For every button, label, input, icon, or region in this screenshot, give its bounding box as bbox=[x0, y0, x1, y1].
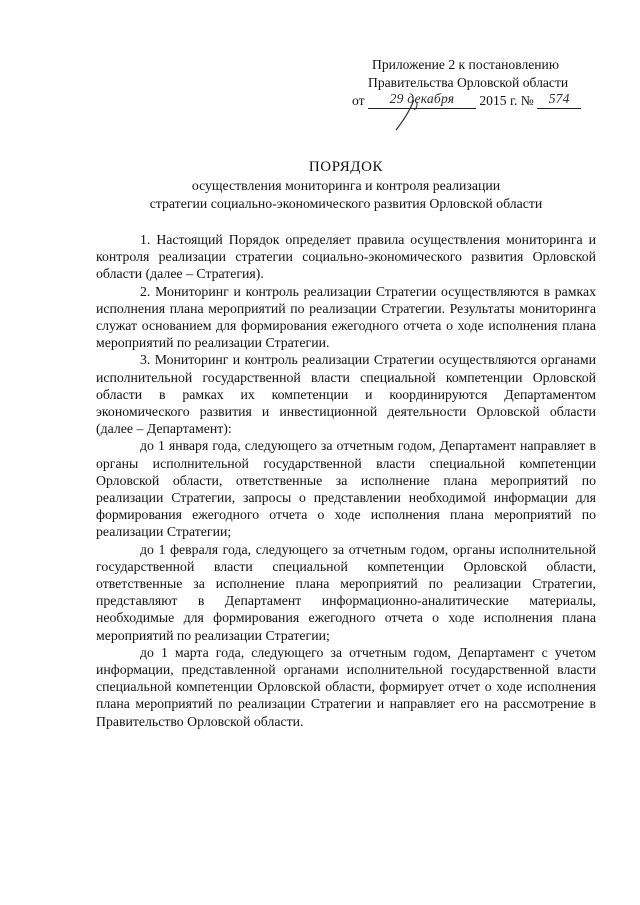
handwritten-number: 574 bbox=[537, 90, 581, 109]
paragraph-2: 2. Мониторинг и контроль реализации Стратегии осуществляются в рамках исполнения плана мероприятий по реализации Стратегии. Результаты мониторинга служат основанием для формирования ежегодного отчета о ходе исполнения плана мероприятий по реализации Стратегии. bbox=[96, 283, 596, 351]
paragraph-3-item-january: до 1 января года, следующего за отчетным годом, Департамент направляет в органы исполнительной государственной власти специальной компетенции Орловской области, ответственные за исполнение плана мероприятий по реализации Стратегии, запросы о представлении необходимой информации для формирования ежегодного отчета о ходе исполнения плана мероприятий по реализации Стратегии; bbox=[96, 438, 596, 540]
document-body bbox=[96, 231, 596, 730]
handwritten-date: 29 декабря bbox=[368, 90, 476, 109]
appendix-line-2: Правительства Орловской области bbox=[368, 75, 569, 90]
document-subtitle-line-1: осуществления мониторинга и контроля реализации bbox=[191, 178, 501, 193]
title-block bbox=[96, 157, 596, 212]
paragraph-3: 3. Мониторинг и контроль реализации Стратегии осуществляются органами исполнительной государственной власти специальной компетенции Орловской области в рамках их компетенции и координируются Департаментом экономического развития и инвестиционной деятельности Орловской области (далее – Департамент): bbox=[96, 352, 596, 437]
appendix-line-1: Приложение 2 к постановлению bbox=[372, 57, 559, 72]
paragraph-3-item-march: до 1 марта года, следующего за отчетным годом, Департамент с учетом информации, представленной органами исполнительной государственной власти специальной компетенции Орловской области, формирует отчет о ходе исполнения плана мероприятий по реализации Стратегии и направляет его на рассмотрение в Правительство Орловской области. bbox=[96, 644, 596, 729]
paragraph-1: 1. Настоящий Порядок определяет правила осуществления мониторинга и контроля реализации стратегии социально-экономического развития Орловской области (далее – Стратегия). bbox=[96, 232, 596, 282]
document-title: ПОРЯДОК bbox=[308, 159, 384, 175]
paragraph-3-item-february: до 1 февраля года, следующего за отчетным годом, органы исполнительной государственной власти специальной компетенции Орловской области, ответственные за исполнение плана мероприятий по реализации Стратегии, представляют в Департамент информационно-аналитические материалы, необходимые для формирования ежегодного отчета о ходе исполнения плана мероприятий по реализации Стратегии; bbox=[96, 541, 596, 643]
date-prefix: от bbox=[352, 93, 365, 108]
year-text: 2015 г. № bbox=[479, 93, 534, 108]
signature-flourish bbox=[392, 96, 432, 136]
document-subtitle-line-2: стратегии социально-экономического развития Орловской области bbox=[149, 195, 543, 211]
